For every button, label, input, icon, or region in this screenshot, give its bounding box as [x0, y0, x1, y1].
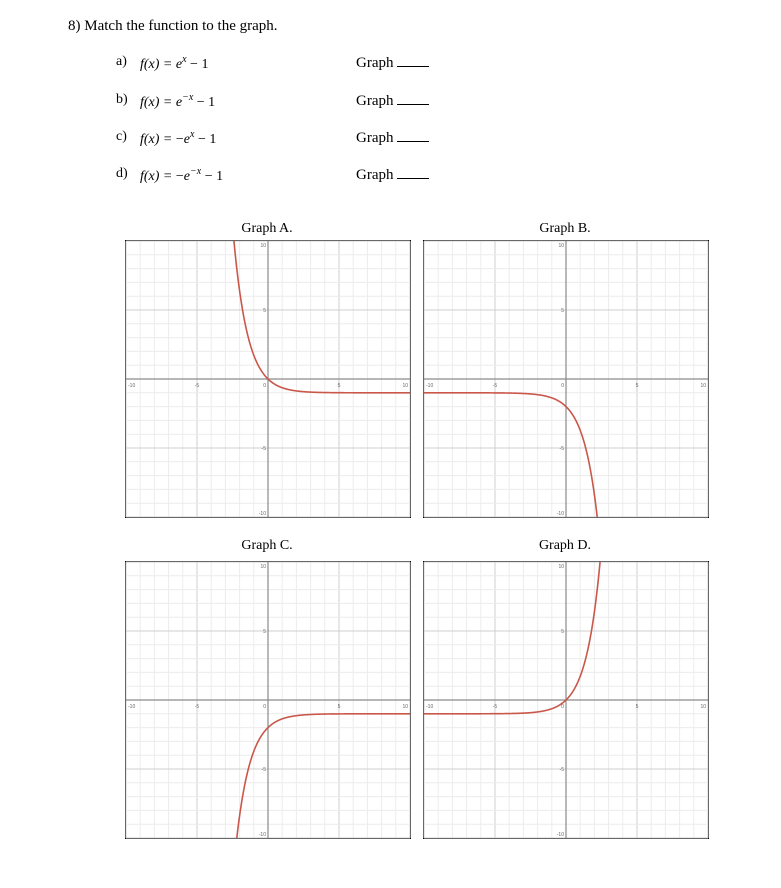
y-tick-label: 5 — [263, 308, 266, 314]
y-tick-label: 10 — [260, 243, 266, 249]
x-tick-label: 5 — [635, 383, 639, 389]
x-tick-label: 10 — [700, 383, 706, 389]
x-tick-label: 10 — [700, 704, 706, 710]
function-expression: $f(x) = e^{-x} - 1$ — [140, 92, 216, 110]
x-tick-label: -10 — [128, 704, 136, 710]
y-tick-label: 5 — [561, 629, 564, 635]
x-tick-label: -5 — [194, 704, 200, 710]
y-tick-label: 10 — [558, 564, 564, 570]
x-tick-label: 0 — [561, 383, 564, 389]
x-tick-label: 0 — [561, 704, 564, 710]
x-tick-label: -10 — [426, 383, 434, 389]
y-tick-label: -10 — [258, 511, 266, 517]
item-letter: a) — [116, 54, 127, 69]
y-tick-label: -10 — [556, 511, 564, 517]
y-tick-label: -5 — [559, 446, 564, 452]
function-expression: $f(x) = e^x - 1$ — [140, 54, 209, 72]
graph-b — [423, 240, 709, 518]
graph-title-b: Graph B. — [539, 221, 591, 236]
graph-title-d: Graph D. — [538, 538, 592, 553]
x-tick-label: 0 — [263, 704, 266, 710]
answer-blank[interactable]: Graph — [356, 166, 429, 184]
answer-blank[interactable]: Graph — [356, 129, 429, 147]
question-text: 8) Match the function to the graph. — [68, 18, 278, 34]
x-tick-label: -10 — [128, 383, 136, 389]
x-tick-label: -10 — [426, 704, 434, 710]
x-tick-label: 5 — [337, 704, 341, 710]
graph-a — [125, 240, 411, 518]
graph-d — [423, 561, 709, 839]
y-tick-label: -5 — [559, 767, 564, 773]
y-tick-label: -5 — [261, 767, 266, 773]
y-tick-label: -5 — [261, 446, 266, 452]
y-tick-label: 5 — [263, 629, 266, 635]
x-tick-label: 10 — [402, 383, 408, 389]
y-tick-label: -10 — [258, 832, 266, 838]
graph-title-a: Graph A. — [241, 221, 293, 236]
answer-blank[interactable]: Graph — [356, 54, 429, 72]
item-letter: b) — [116, 92, 128, 107]
x-tick-label: 5 — [635, 704, 639, 710]
function-expression: $f(x) = -e^x - 1$ — [140, 129, 217, 147]
x-tick-label: 10 — [402, 704, 408, 710]
item-letter: d) — [116, 166, 128, 181]
item-letter: c) — [116, 129, 127, 144]
x-tick-label: 5 — [337, 383, 341, 389]
y-tick-label: 10 — [558, 243, 564, 249]
x-tick-label: -5 — [492, 704, 498, 710]
y-tick-label: -10 — [556, 832, 564, 838]
function-expression: $f(x) = -e^{-x} - 1$ — [140, 166, 224, 184]
answer-blank[interactable]: Graph — [356, 92, 429, 110]
y-tick-label: 10 — [260, 564, 266, 570]
y-tick-label: 5 — [561, 308, 564, 314]
x-tick-label: -5 — [194, 383, 200, 389]
graph-title-c: Graph C. — [241, 538, 293, 553]
x-tick-label: -5 — [492, 383, 498, 389]
graph-c — [125, 561, 411, 839]
x-tick-label: 0 — [263, 383, 266, 389]
